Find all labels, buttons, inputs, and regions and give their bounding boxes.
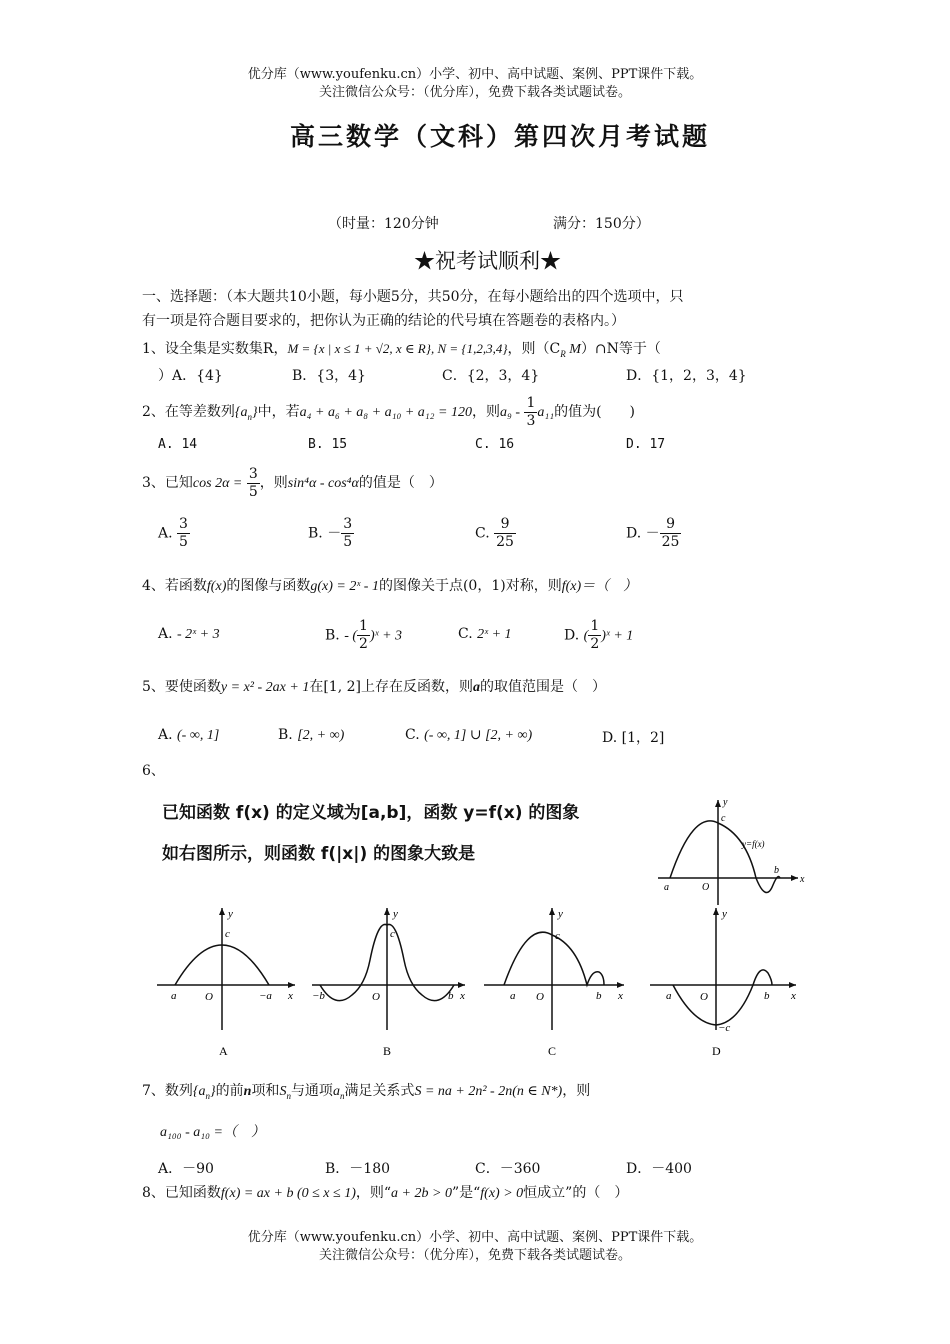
graph-d-label: D [712, 1044, 721, 1058]
question-5-stem: 5、要使函数y = x² - 2ax + 1在[1, 2]上存在反函数，则a的取值范围是（ ） [142, 679, 606, 695]
question-4-option-d: D. ( $\frac{1}{2}$ )ˣ + 1 [564, 618, 634, 652]
question-5-option-b: B. [2, + ∞) [278, 727, 345, 743]
question-2-option-c: C. 16 [475, 437, 515, 452]
header-line-2: 关注微信公众号：（优分库），免费下载各类试题试卷。 [318, 85, 631, 100]
svg-text:−a: −a [259, 990, 272, 1002]
svg-text:c: c [225, 928, 230, 940]
svg-text:b: b [764, 990, 770, 1002]
svg-text:b: b [448, 990, 454, 1002]
question-3-option-c: C. $\frac{9}{25}$ [475, 516, 514, 550]
question-1-option-d: D．{1，2，3，4} [626, 368, 747, 384]
question-6-label: 6、 [142, 763, 165, 779]
svg-text:x: x [460, 990, 465, 1002]
svg-text:y: y [558, 908, 563, 920]
question-1-option-a: ）A．{4} [158, 368, 223, 384]
svg-text:c: c [390, 928, 395, 940]
question-7-option-c: C．－360 [475, 1161, 541, 1177]
svg-text:b: b [596, 990, 602, 1002]
question-5-option-c: C. (- ∞, 1] ∪ [2, + ∞) [405, 727, 533, 743]
question-7-stem: 7、数列$\{a_n\}$的前n项和$S_n$与通项$a_n$满足关系式S = na + 2n² - 2n(n ∈ N*)，则 [142, 1083, 591, 1101]
svg-text:O: O [372, 991, 380, 1003]
question-8-stem: 8、已知函数f(x) = ax + b (0 ≤ x ≤ 1)，则“a + 2b > 0”是“f(x) > 0恒成立”的（ ） [142, 1185, 629, 1201]
set-m-expression: M = {x | x ≤ 1 + √2, x ∈ R}, N = {1,2,3,4} [287, 341, 508, 356]
question-3-option-b: B. － $\frac{3}{5}$ [308, 516, 353, 550]
page-title: 高三数学（文科）第四次月考试题 [289, 122, 710, 151]
svg-text:O: O [205, 991, 213, 1003]
ref-origin-label: O [702, 882, 710, 893]
fraction-one-third: $\frac{1}{3}$ [526, 394, 536, 429]
ref-y-label: y [723, 797, 728, 808]
question-6-text-2: 如右图所示，则函数 f(|x|) 的图象大致是 [162, 844, 476, 864]
question-1-option-c: C．{2，3，4} [442, 368, 540, 384]
svg-text:y: y [228, 908, 233, 920]
question-2-option-d: D. 17 [626, 437, 666, 452]
svg-text:O: O [536, 991, 544, 1003]
graph-option-a [155, 905, 305, 1060]
question-2-stem: 2、在等差数列$\{a_n\}$中，若a₄ + a₆ + a₈ + a₁₀ + a₁₂ = 120，则a₉ - $\frac{1}{3}$ a₁₁的值为( ) [142, 394, 636, 429]
fraction-three-fifths: $\frac{3}{5}$ [248, 465, 258, 500]
svg-text:−b: −b [312, 990, 325, 1002]
question-4-option-a: A. - 2ˣ + 3 [158, 626, 220, 642]
exam-time: （时量：120分钟 [328, 216, 439, 232]
svg-text:a: a [510, 990, 516, 1002]
question-1-stem: 1、设全集是实数集R，M = {x | x ≤ 1 + √2, x ∈ R}, N = {1,2,3,4}，则（$C_R$ M）∩N等于（ [142, 341, 661, 359]
question-5-option-a: A. (- ∞, 1] [158, 727, 220, 743]
ref-a-label: a [664, 882, 669, 893]
question-2-option-a: A. 14 [158, 437, 198, 452]
question-2-option-b: B. 15 [308, 437, 348, 452]
exam-score: 满分：150分） [553, 216, 650, 232]
section-instructions-1: 一、选择题：（本大题共10小题，每小题5分，共50分，在每小题给出的四个选项中，只 [142, 289, 684, 305]
svg-text:a: a [666, 990, 672, 1002]
svg-text:x: x [288, 990, 293, 1002]
svg-text:a: a [171, 990, 177, 1002]
graph-option-d [648, 905, 803, 1060]
ref-c-label: c [721, 813, 726, 824]
question-6-text-1: 已知函数 f(x) 的定义域为[a,b]，函数 y=f(x) 的图象 [162, 803, 580, 823]
graph-b-label: B [383, 1044, 392, 1058]
svg-text:x: x [618, 990, 623, 1002]
question-4-stem: 4、若函数f(x)的图像与函数g(x) = 2ˣ - 1的图像关于点(0，1)对称，则f(x)＝（ ） [142, 578, 638, 594]
svg-text:c: c [555, 930, 560, 942]
graph-option-c [482, 905, 632, 1060]
question-7-option-b: B．－180 [325, 1161, 391, 1177]
ref-x-label: x [800, 874, 805, 885]
svg-text:O: O [700, 991, 708, 1003]
svg-text:x: x [791, 990, 796, 1002]
graph-c-label: C [548, 1044, 557, 1058]
svg-text:y: y [393, 908, 398, 920]
question-4-option-c: C. 2ˣ + 1 [458, 626, 512, 642]
question-7-expression: a₁₀₀ - a₁₀ =（ ） [160, 1125, 265, 1140]
footer-line-1: 优分库（www.youfenku.cn）小学、初中、高中试题、案例、PPT课件下载。 [247, 1230, 703, 1245]
footer-line-2: 关注微信公众号：（优分库），免费下载各类试题试卷。 [318, 1248, 631, 1263]
question-3-option-a: A. $\frac{3}{5}$ [158, 516, 188, 550]
sum-expression: a₄ + a₆ + a₈ + a₁₀ + a₁₂ = 120 [299, 405, 472, 420]
svg-text:−c: −c [718, 1022, 731, 1034]
header-line-1: 优分库（www.youfenku.cn）小学、初中、高中试题、案例、PPT课件下载。 [247, 67, 703, 82]
question-4-option-b: B. - ( $\frac{1}{2}$ )ˣ + 3 [325, 618, 403, 652]
sin-cos-expression: sin⁴α - cos⁴α [287, 476, 359, 491]
question-3-option-d: D. － $\frac{9}{25}$ [626, 516, 680, 550]
question-7-option-d: D．－400 [626, 1161, 692, 1177]
reference-graph [648, 795, 818, 907]
question-5-option-d: D. [1，2] [602, 730, 665, 746]
ref-b-label: b [774, 865, 779, 876]
good-luck-banner: ★祝考试顺利★ [414, 249, 561, 273]
graph-option-b [310, 905, 475, 1060]
graph-a-label: A [219, 1044, 228, 1058]
ref-curve-label: y=f(x) [742, 839, 765, 849]
svg-text:y: y [722, 908, 727, 920]
question-3-stem: 3、已知cos 2α = $\frac{3}{5}$ ，则sin⁴α - cos⁴α的值是（ ） [142, 465, 443, 500]
question-7-option-a: A．－90 [158, 1161, 214, 1177]
section-instructions-2: 有一项是符合题目要求的，把你认为正确的结论的代号填在答题卷的表格内。） [142, 313, 625, 329]
question-1-option-b: B．{3，4} [292, 368, 366, 384]
